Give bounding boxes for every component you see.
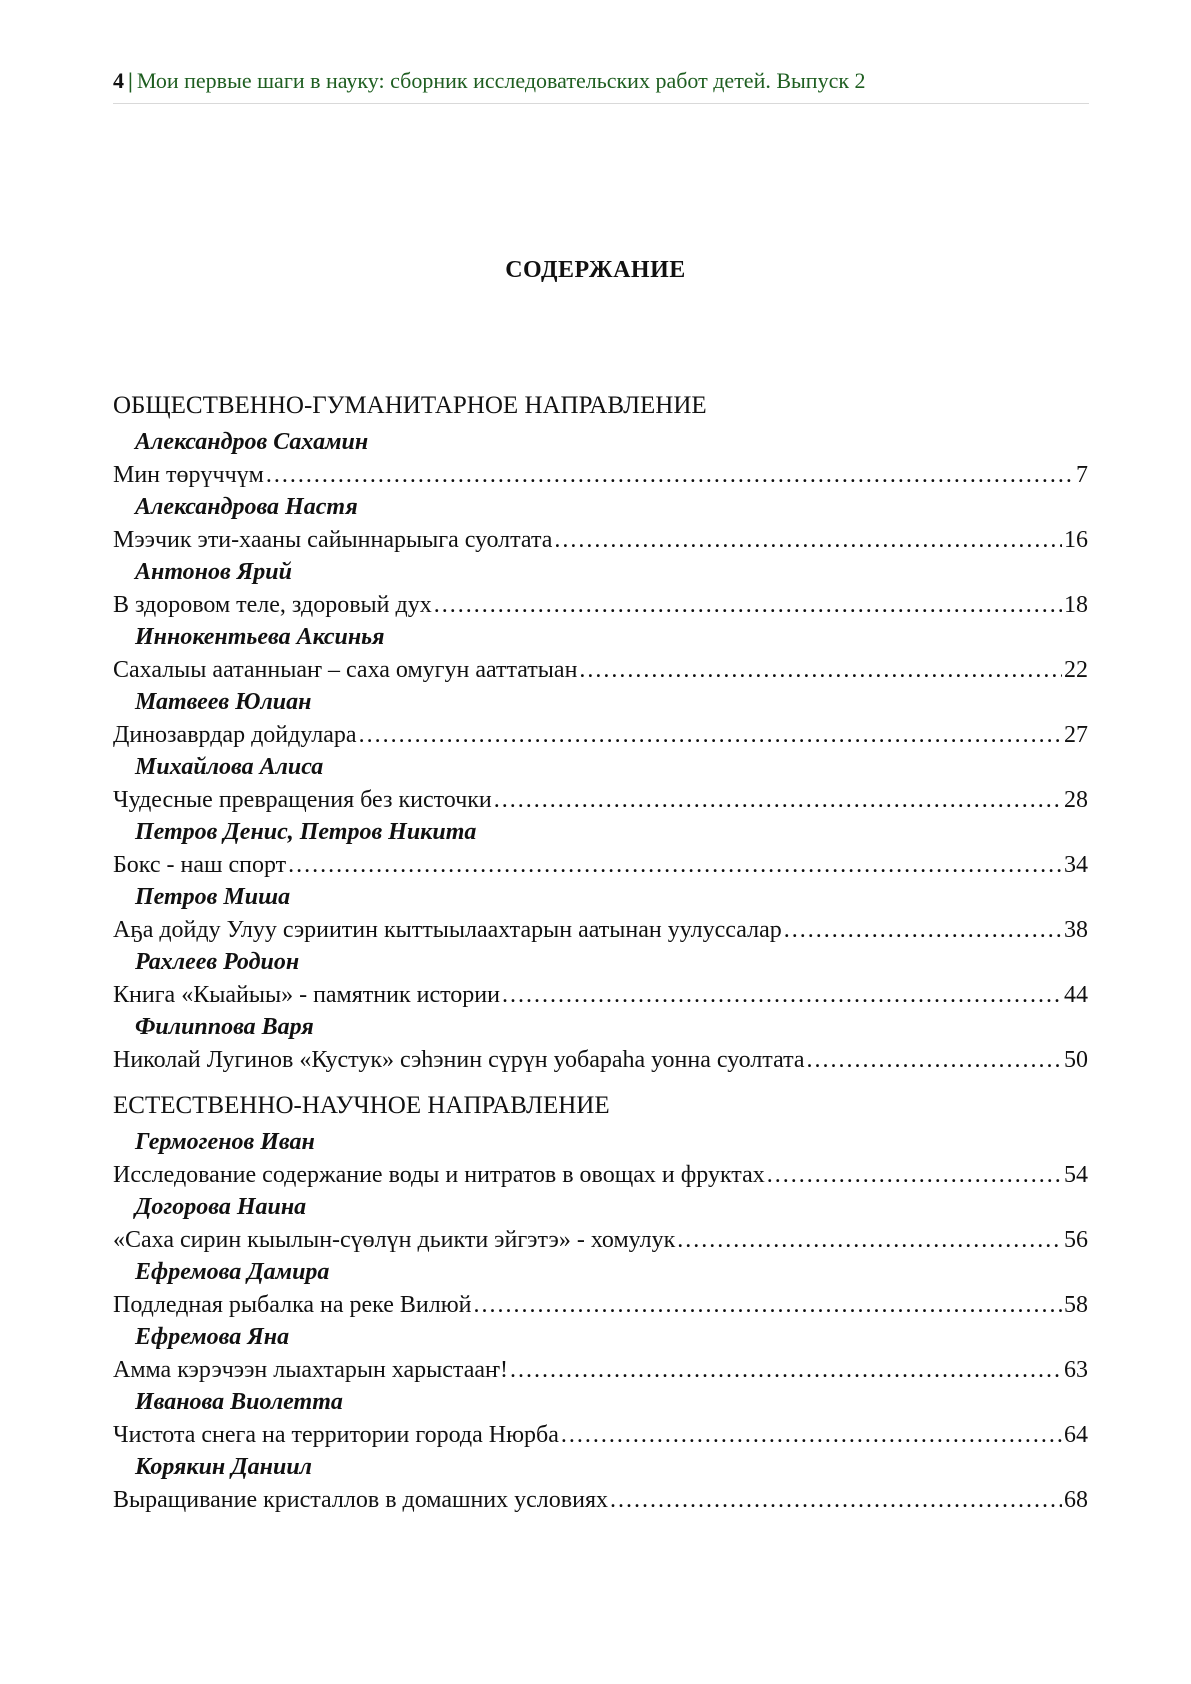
entry-page-number: 50 (1064, 1047, 1088, 1073)
dot-leader (434, 589, 1062, 621)
entry-page-number: 44 (1064, 982, 1088, 1008)
entry-page-number: 34 (1064, 852, 1088, 878)
entry-row[interactable] (113, 1289, 1088, 1321)
entry-title: В здоровом теле, здоровый дух (113, 592, 432, 618)
entry-row[interactable] (113, 1224, 1088, 1256)
entry-title: Выращивание кристаллов в домашних условиях (113, 1487, 608, 1513)
entry-page-number: 18 (1064, 592, 1088, 618)
entry-author: Матвеев Юлиан (135, 689, 312, 715)
entry-author: Гермогенов Иван (135, 1129, 315, 1155)
entry-author: Иннокентьева Аксинья (135, 624, 385, 650)
header-separator: | (128, 68, 133, 93)
entry-row[interactable] (113, 589, 1088, 621)
dot-leader (502, 979, 1062, 1011)
toc-entry (113, 1126, 1088, 1191)
toc-entry (113, 751, 1088, 816)
toc-entry (113, 686, 1088, 751)
entry-title: Аҕа дойду Улуу сэриитин кыттыылаахтарын аатынан уулуссалар (113, 917, 782, 943)
entry-title: Бокс - наш спорт (113, 852, 287, 878)
entry-page-number: 54 (1064, 1162, 1088, 1188)
entry-author: Ефремова Дамира (135, 1259, 330, 1285)
section-title: ОБЩЕСТВЕННО-ГУМАНИТАРНОЕ НАПРАВЛЕНИЕ (113, 392, 707, 419)
running-header (113, 68, 1089, 104)
entry-title: «Саха сирин кыылын-сүөлүн дьикти эйгэтэ» - хомулук (113, 1227, 676, 1253)
entry-page-number: 38 (1064, 917, 1088, 943)
entry-row[interactable] (113, 654, 1088, 686)
toc-entry (113, 621, 1088, 686)
entry-title: Мээчик эти-хааны сайыннарыыга суолтата (113, 527, 553, 553)
dot-leader (677, 1224, 1062, 1256)
toc-entry (113, 946, 1088, 1011)
entry-author: Михайлова Алиса (135, 754, 324, 780)
entry-row[interactable] (113, 459, 1088, 491)
dot-leader (784, 914, 1062, 946)
entry-title: Исследование содержание воды и нитратов в овощах и фруктах (113, 1162, 765, 1188)
dot-leader (266, 459, 1074, 491)
entry-title: Николай Лугинов «Кустук» сэһэнин сүрүн уобараһа уонна суолтата (113, 1047, 805, 1073)
entry-row[interactable] (113, 784, 1088, 816)
dot-leader (494, 784, 1062, 816)
entry-row[interactable] (113, 1484, 1088, 1516)
table-of-contents (113, 386, 1088, 1516)
dot-leader (579, 654, 1062, 686)
section-title: ЕСТЕСТВЕННО-НАУЧНОЕ НАПРАВЛЕНИЕ (113, 1092, 610, 1119)
entry-page-number: 27 (1064, 722, 1088, 748)
entry-title: Подледная рыбалка на реке Вилюй (113, 1292, 472, 1318)
entry-author: Петров Миша (135, 884, 291, 910)
toc-section (113, 1086, 1088, 1516)
entry-author: Филиппова Варя (135, 1014, 314, 1040)
header-title: Мои первые шаги в науку: сборник исследовательских работ детей. Выпуск 2 (136, 68, 866, 93)
toc-entry (113, 1321, 1088, 1386)
toc-entry (113, 816, 1088, 881)
entry-page-number: 22 (1064, 657, 1088, 683)
toc-entry (113, 1191, 1088, 1256)
entry-row[interactable] (113, 914, 1088, 946)
entry-page-number: 68 (1064, 1487, 1088, 1513)
entry-row[interactable] (113, 1419, 1088, 1451)
page-title: СОДЕРЖАНИЕ (505, 257, 686, 283)
entry-row[interactable] (113, 1044, 1088, 1076)
entry-row[interactable] (113, 524, 1088, 556)
entry-page-number: 64 (1064, 1422, 1088, 1448)
entry-row[interactable] (113, 719, 1088, 751)
entry-page-number: 63 (1064, 1357, 1088, 1383)
entry-author: Александрова Настя (135, 494, 358, 520)
entry-page-number: 58 (1064, 1292, 1088, 1318)
entry-author: Антонов Ярий (135, 559, 292, 585)
entry-title: Амма кэрэчээн лыахтарын харыстааҥ! (113, 1357, 508, 1383)
entry-title: Динозаврдар дойдулара (113, 722, 357, 748)
entry-author: Рахлеев Родион (135, 949, 300, 975)
entry-row[interactable] (113, 979, 1088, 1011)
dot-leader (474, 1289, 1063, 1321)
dot-leader (359, 719, 1062, 751)
entry-title: Книга «Кыайыы» - памятник истории (113, 982, 500, 1008)
dot-leader (510, 1354, 1062, 1386)
entry-author: Корякин Даниил (135, 1454, 312, 1480)
toc-entry (113, 556, 1088, 621)
entry-author: Догорова Наина (135, 1194, 307, 1220)
toc-entry (113, 426, 1088, 491)
entry-row[interactable] (113, 1354, 1088, 1386)
entry-title: Чистота снега на территории города Нюрба (113, 1422, 559, 1448)
toc-entry (113, 1011, 1088, 1076)
entry-title: Мин төрүччүм (113, 462, 264, 488)
entry-title: Чудесные превращения без кисточки (113, 787, 492, 813)
entry-row[interactable] (113, 849, 1088, 881)
toc-section (113, 386, 1088, 1076)
entry-page-number: 56 (1064, 1227, 1088, 1253)
toc-entry (113, 1386, 1088, 1451)
toc-entry (113, 1451, 1088, 1516)
entry-author: Петров Денис, Петров Никита (135, 819, 477, 845)
entry-author: Александров Сахамин (135, 429, 369, 455)
dot-leader (610, 1484, 1062, 1516)
entry-page-number: 7 (1076, 462, 1088, 488)
entry-page-number: 28 (1064, 787, 1088, 813)
entry-page-number: 16 (1064, 527, 1088, 553)
entry-title: Сахалыы аатанныаҥ – саха омугун ааттатыан (113, 657, 578, 683)
toc-entry (113, 1256, 1088, 1321)
entry-author: Ефремова Яна (135, 1324, 290, 1350)
toc-entry (113, 881, 1088, 946)
dot-leader (554, 524, 1062, 556)
dot-leader (561, 1419, 1062, 1451)
dot-leader (288, 849, 1062, 881)
toc-entry (113, 491, 1088, 556)
entry-row[interactable] (113, 1159, 1088, 1191)
entry-author: Иванова Виолетта (135, 1389, 343, 1415)
dot-leader (807, 1044, 1062, 1076)
page-number: 4 (113, 68, 124, 93)
dot-leader (767, 1159, 1062, 1191)
